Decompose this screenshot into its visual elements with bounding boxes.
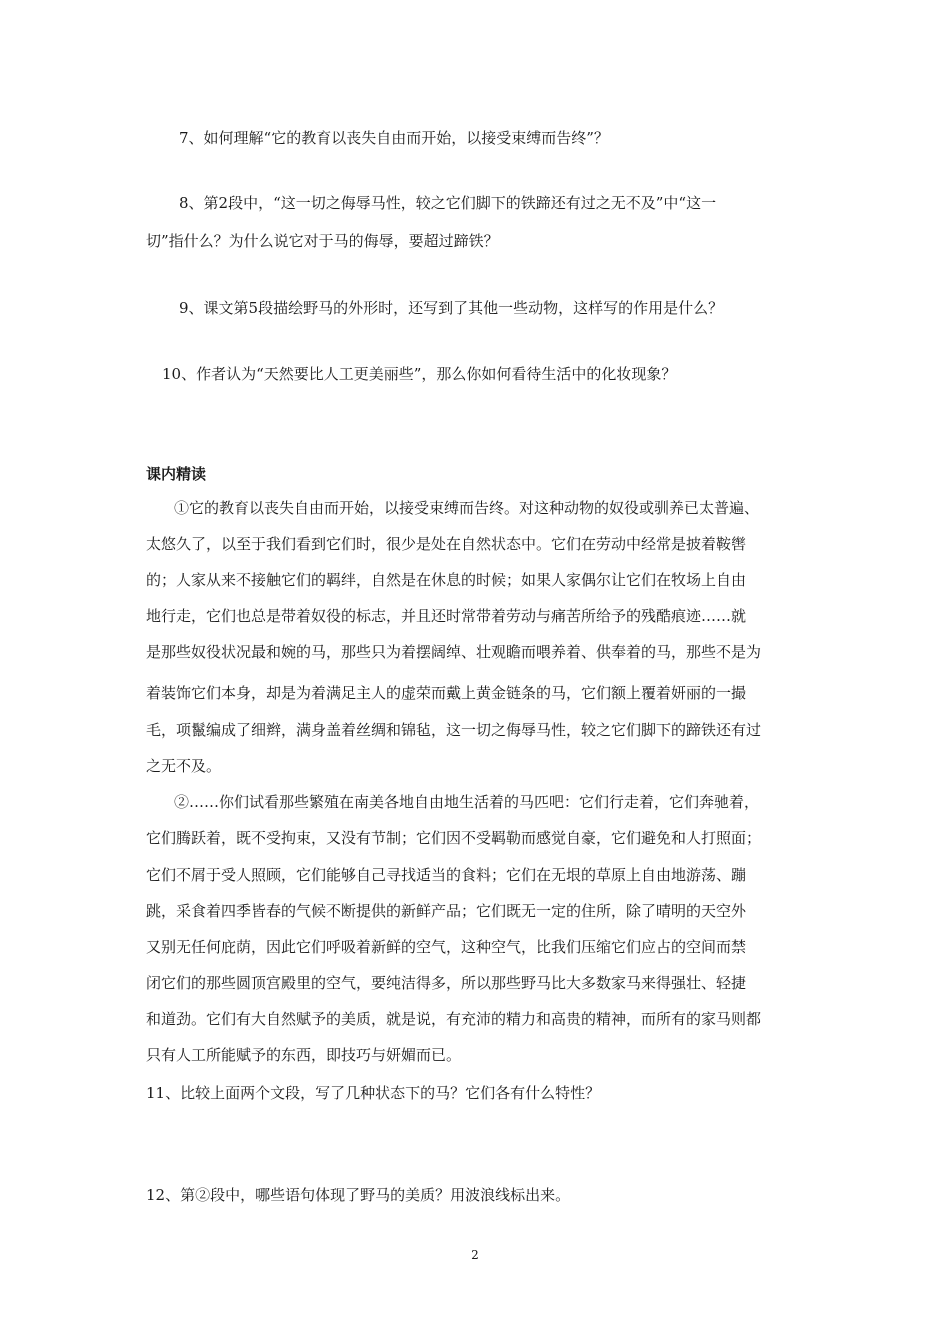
question-11: 11、比较上面两个文段，写了几种状态下的马？它们各有什么特性？ [146,1084,601,1102]
paragraph-2-line: 又别无任何庇荫，因此它们呼吸着新鲜的空气，这种空气，比我们压缩它们应占的空间而禁 [146,938,747,956]
question-8-line-1: 8、第2段中，“这一切之侮辱马性，较之它们脚下的铁蹄还有过之无不及”中“这一 [179,194,717,212]
question-12: 12、第②段中，哪些语句体现了野马的美质？用波浪线标出来。 [146,1186,571,1204]
page-number: 2 [471,1248,479,1262]
paragraph-2-line: 只有人工所能赋予的东西，即技巧与妍媚而已。 [146,1046,462,1064]
paragraph-1-line: 毛，项鬣编成了细辫，满身盖着丝绸和锦毡，这一切之侮辱马性，较之它们脚下的蹄铁还有过 [146,721,762,739]
paragraph-2-line: 闭它们的那些圆顶宫殿里的空气，要纯洁得多，所以那些野马比大多数家马来得强壮、轻捷 [146,974,747,992]
question-7: 7、如何理解“它的教育以丧失自由而开始，以接受束缚而告终”？ [179,129,609,147]
question-10: 10、作者认为“天然要比人工更美丽些”，那么你如何看待生活中的化妆现象？ [162,365,677,383]
paragraph-2-line: 跳，采食着四季皆春的气候不断提供的新鲜产品；它们既无一定的住所，除了晴明的天空外 [146,902,747,920]
paragraph-1-line: ①它的教育以丧失自由而开始，以接受束缚而告终。对这种动物的奴役或驯养已太普遍、 [174,499,760,517]
paragraph-1-line: 地行走，它们也总是带着奴役的标志，并且还时常带着劳动与痛苦所给予的残酷痕迹……就 [146,607,747,625]
paragraph-2-line: 它们不屑于受人照顾，它们能够自己寻找适当的食料；它们在无垠的草原上自由地游荡、蹦 [146,866,747,884]
paragraph-1-line: 是那些奴役状况最和婉的马，那些只为着摆阔绰、壮观瞻而喂养着、供奉着的马，那些不是为 [146,643,762,661]
question-8-line-2: 切”指什么？为什么说它对于马的侮辱，要超过蹄铁？ [146,232,499,250]
paragraph-1-line: 着装饰它们本身，却是为着满足主人的虚荣而戴上黄金链条的马，它们额上覆着妍丽的一撮 [146,684,747,702]
paragraph-2-line: 和道劲。它们有大自然赋予的美质，就是说，有充沛的精力和高贵的精神，而所有的家马则都 [146,1010,762,1028]
question-9: 9、课文第5段描绘野马的外形时，还写到了其他一些动物，这样写的作用是什么？ [179,299,724,317]
paragraph-2-line: 它们腾跃着，既不受拘束，又没有节制；它们因不受羁勒而感觉自豪，它们避免和人打照面； [146,829,762,847]
section-heading: 课内精读 [146,465,207,483]
paragraph-2-line: ②……你们试看那些繁殖在南美各地自由地生活着的马匹吧：它们行走着，它们奔驰着， [174,793,760,811]
paragraph-1-line: 的；人家从来不接触它们的羁绊，自然是在休息的时候；如果人家偶尔让它们在牧场上自由 [146,571,747,589]
paragraph-1-line: 太悠久了，以至于我们看到它们时，很少是处在自然状态中。它们在劳动中经常是披着鞍辔 [146,535,747,553]
paragraph-1-line: 之无不及。 [146,757,222,775]
